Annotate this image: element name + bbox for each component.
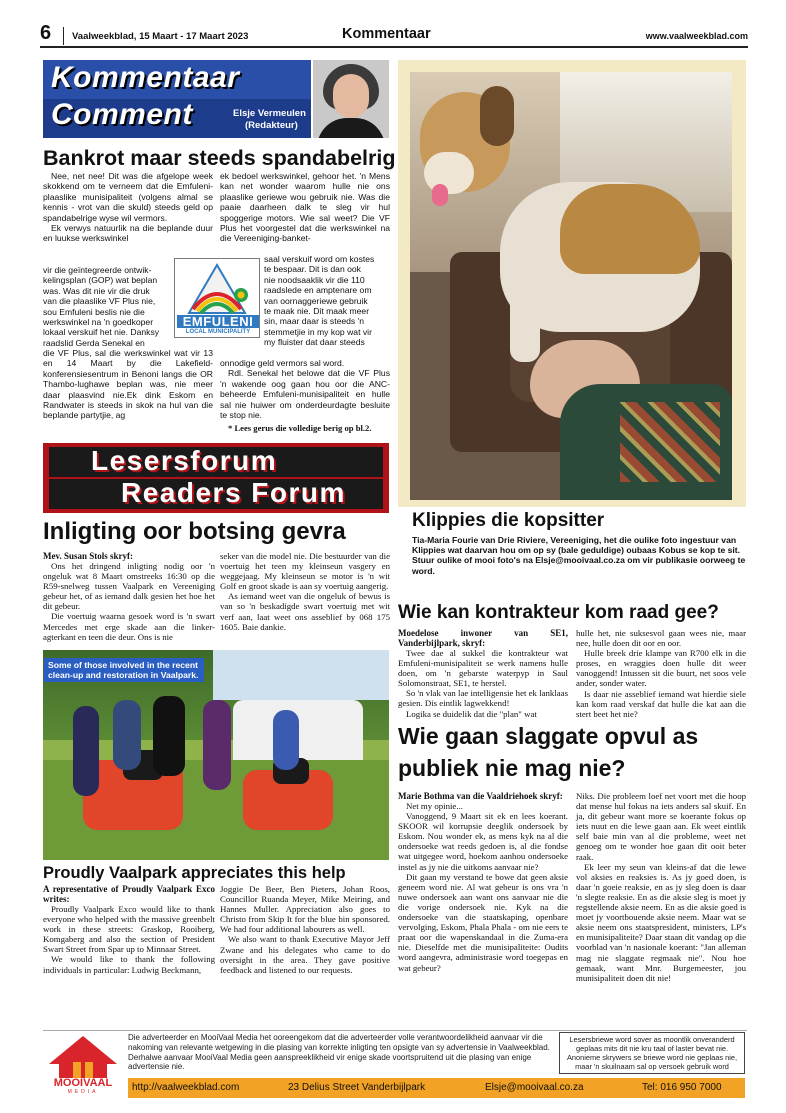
footer-address: 23 Delius Street Vanderbijlpark <box>288 1082 426 1093</box>
dog-photo <box>410 72 732 500</box>
editorial-col-1-wrap: vir die geïntegreerde ontwik- kelingsplan (GOP) wat beplan was. Was dit nie vir die druk van die plaaslike VF Plus nie, sou Emfuleni beslis nie die werkswinkel na 'n goedkoper lokaal verskuif het nie. Danksy raadslid Gerda Senekal en <box>43 265 160 348</box>
page-number: 6 <box>40 22 52 44</box>
letter1-col-1: Mev. Susan Stols skryf: Ons het dringend inligting nodig oor 'n ongeluk wat 8 Maart omstreeks 16:30 op die R59-snelweg tussen Vaalpark en Vereeniging gebeur het, of as iemand dalk gesien het hoe het dit gebeur. Die voertuig waarna gesoek word is 'n swart Mercedes met erge skade aan die linker-agterkant en teen die deur. Ons is nie <box>43 551 215 642</box>
website[interactable]: www.vaalweekblad.com <box>645 31 748 41</box>
author-name: Elsje Vermeulen <box>233 108 306 119</box>
editorial-col-2-end: onnodige geld vermors sal word. Rdl. Senekal het belowe dat die VF Plus 'n wakende oog gaan hou oor die ANC-beheerde Emfuleni-munisipaliteit en hulle sal nie huiwer om onderdeurdagte besluite te stop nie. <box>220 358 390 421</box>
letter1-byline: Mev. Susan Stols skryf: <box>43 551 134 561</box>
person-5 <box>273 710 299 770</box>
editorial-col-2: ek bedoel werkswinkel, gehoor het. 'n Mens kan net wonder waarom hulle nie ons plaaslike geriewe wou gebruik nie. Was die paaie daarheen dalk te sleg vir hul spoggerige motors. Wie sal weet? Die VF Plus het voorgestel dat die werkswinkel na die Vereeniging-banket- <box>220 171 390 244</box>
para: Ek verwys natuurlik na die beplande duur en luukse werkswinkel <box>43 223 213 244</box>
dog-tongue <box>432 184 448 206</box>
section-title: Kommentaar <box>342 26 431 42</box>
letter2-col-1: A representative of Proudly Vaalpark Exco writes: Proudly Vaalpark Exco would like to thank everyone who helped with the massive greenbelt work in these streets: Graskop, Rooiberg, Komgaberg and also the section of President Swart Street from Spar up to Minnaar Street. We would like to thank the following individuals in particular: Ludwig Beckmann, <box>43 884 215 975</box>
editorial-continued: * Lees gerus die volledige berig op bl.2. <box>228 423 372 433</box>
person-4 <box>203 700 231 790</box>
author-portrait <box>313 60 389 138</box>
header-rule <box>40 46 748 48</box>
dog-caption-title: Klippies die kopsitter <box>412 510 605 531</box>
letter2-col-2: Joggie De Beer, Ben Pieters, Johan Roos, Councillor Ruanda Meyer, Mike Meiring, and Hannes Muller. Appreciation also goes to Christo from Skip It for the blue bin sponsored. We had four additional labourers as well. We also want to thank Executive Mayor Jeff Zwane and his delegates who came to do oversight in the area. They gave positive feedback and listened to our requests. <box>220 884 390 975</box>
letter1-headline: Inligting oor botsing gevra <box>43 518 346 545</box>
letter4-col-1: Marie Bothma van die Vaaldriehoek skryf: Net my opinie... Vanoggend, 9 Maart sit ek en lees koerant. SKOOR wil korrupsie deeglik ondersoek by Eskom. Nou wonder ek, as mens kyk na al die ondersoeke wat reeds gedoen is, al die fondse wat uitgegee word, hoekom aanhou ondersoeke instel as jy nie die uitkoms aanvaar nie? Dit gaan my verstand te bowe dat geen aksie geneem word nie. Al wat gebeur is ons vra 'n nuwe ondersoek aan want ons aanvaar nie die die vorige ondersoek nie. Kyk na die ondersoeke van die staatskaping, openbare vervolging, Eskom, Phala Phala - om nie eers te praat oor die wapenskandaal in die Zuma-era nie. Dieselfde met die munisipaliteite: Oudits word aangevra, administrasie word toegepas en wat gebeur? <box>398 791 568 973</box>
dog-leg <box>510 272 540 362</box>
mooivaal-logo <box>43 1034 123 1094</box>
dog-caption: Tia-Maria Fourie van Drie Riviere, Vereeniging, het die oulike foto ingestuur van Klippies wat daarvan hou om op sy (bale geduldige) oubaas Kobus se kop te sit. Stuur oulike of mooi foto's na Elsje@mooivaal.co.za om vir publikasie oorweeg te word. <box>412 535 746 576</box>
header-sep <box>63 27 64 45</box>
mooivaal-house-icon <box>43 1034 123 1078</box>
footer-policy-box: Lesersbriewe word sover as moontlik onveranderd geplaas mits dit nie kru taal of laster bevat nie. Anonieme skrywers se briewe word nie geplaas nie, maar 'n skuilnaam sal op versoek gebruik word <box>559 1032 745 1074</box>
footer-email[interactable]: Elsje@mooivaal.co.za <box>485 1082 584 1093</box>
emfuleni-wordmark: EMFULENI <box>177 315 259 328</box>
shirt-pattern <box>620 402 720 482</box>
footer-disclaimer: Die adverteerder en MooiVaal Media het ooreengekom dat die adverteerder volle verantwoordelikheid aanvaar vir die nakoming van relevante wetgewing in die plasing van korrekte inligting ten opsigte van sy advertensie in Vaalweekblad. Derhalwe aanvaar MooiVaal Media geen aanspreeklikheid vir enige skade voortspruitend uit die plasing van enige advertensie nie. <box>128 1033 550 1072</box>
letter3-byline: Moedelose inwoner van SE1, Vanderbijlpark, skryf: <box>398 628 568 648</box>
editorial-col-2-wrap: saal verskuif word om kostes te bespaar. Dit is dan ook nie noodsaaklik vir die 110 raadslede en amptenare om van oornaggeriewe gebruik te maak nie. Dit maak meer sin, maar daar is steeds 'n stemmetjie in my kop wat vir my fluister dat daar steeds <box>264 254 375 348</box>
letter1-col-2: seker van die model nie. Die bestuurder van die voertuig het teen my kleinseun vasgery en weggejaag. My kleinseun se motor is 'n wit Golf en groot skade is aan sy voertuig aangerig. As iemand weet van die ongeluk of bewus is van so 'n beskadigde swart voertuig met wit verf aan, laat weet ons asseblief by 068 175 1605. Baie dankie. <box>220 551 390 632</box>
letter4-headline-2: publiek nie mag nie? <box>398 755 626 781</box>
letter3-col-1: Moedelose inwoner van SE1, Vanderbijlpark, skryf: Twee dae al sukkel die kontrakteur wat Emfuleni-munisipaliteit se werk namens hulle doen, om 'n gebarste waterpyp in Saul Solomonstraat, SE1, te herstel. So 'n vlak van lae intelligensie het ek lanklaas gesien. Dis eintlik lagwekkend! Logika se duidelik dat die "plan" wat <box>398 628 568 719</box>
letter4-col-2: Niks. Die probleem loef net voort met die hoop dat mense hul fokus na iets anders sal skuif. En ja, dit gebeur want more se koerante fokus op iets nuut en die lewe gaan aan. Ek weet eintlik self baie min van al die probleme, weet net genoeg om te wonder hoe gaan dit ooit beter raak. Ek leer my seun van kleins-af dat die lewe vol aksies en reaksies is. As jy goed doen, is daar 'n goeie reaksie, en as jy sleg doen is daar 'n slegte reaksie. En as die aksie sleg is moet jy regstellende aksie neem. En as die aksie goed is moet jy voortbouende aksie neem. Maar wat se aksie neem ons staatspresident, ministers, LP's en munisipaliteite? Daar staan dit vandag op die voorblad van 'n nasionale koerant: "Jan alleman mag nie slaggate regmaak nie". Nou hoe gemaak, want Mnr. Burgemeester, jou munisipaliteit doen dit nie! <box>576 791 746 983</box>
person-2 <box>113 700 141 770</box>
mooivaal-wordmark: MOOIVAAL <box>53 1077 113 1089</box>
footer-url[interactable]: http://vaalweekblad.com <box>132 1082 240 1093</box>
footer-rule <box>43 1030 747 1031</box>
dog-ear <box>480 86 514 146</box>
emfuleni-logo <box>174 258 260 338</box>
editorial-headline: Bankrot maar steeds spandabelrig <box>43 146 396 170</box>
mooivaal-sub: MEDIA <box>67 1089 99 1095</box>
letter4-byline: Marie Bothma van die Vaaldriehoek skryf: <box>398 791 563 801</box>
emfuleni-emblem-icon <box>175 261 259 317</box>
footer-phone: Tel: 016 950 7000 <box>642 1082 722 1093</box>
letter2-byline: A representative of Proudly Vaalpark Exco writes: <box>43 884 215 904</box>
para: Nee, net nee! Dit was die afgelope week skokkend om te verneem dat die Emfuleni-plaaslike munisipaliteit (volgens almal se kennis - vrot van die skuld) steeds geld op spandabelrige wyse wil vermors. <box>43 171 213 223</box>
page-header <box>40 22 748 47</box>
readers-forum-banner <box>43 443 389 513</box>
banner-line-1: Kommentaar <box>51 61 240 94</box>
forum-line-2: Readers Forum <box>121 477 346 508</box>
dog-muzzle <box>424 152 474 194</box>
letter2-headline: Proudly Vaalpark appreciates this help <box>43 864 346 882</box>
portrait-face <box>333 74 369 118</box>
editorial-col-1-end: die VF Plus, sal die werkswinkel wat vir 13 en 14 Maart by die Lakefield-konferensiesentrum in Benoni langs die OR Thambo-lughawe beplan was, nie meer daar plaasvind nie.Ek dink Eskom en Randwater is steeds in skok na hul van die beplande partytjie, ag <box>43 348 213 421</box>
author-role: (Redakteur) <box>245 120 298 131</box>
person-3 <box>153 696 185 776</box>
emfuleni-sub: LOCAL MUNICIPALITY <box>185 329 251 335</box>
forum-line-1: Lesersforum <box>91 445 278 476</box>
vaalpark-caption: Some of those involved in the recent clean-up and restoration in Vaalpark. <box>44 658 204 682</box>
letter3-col-2: hulle het, nie suksesvol gaan wees nie, maar nee, hulle doen dit oor en oor. Hulle breek drie klampe van R700 elk in die proses, en wraggies doen hulle dit weer vanoggend! Intussen sit die buurt, net soos vele ander, sonder water. Is daar nie asseblief iemand wat hierdie siele kan kom raad verskaf dat hulle die kat aan die stert beet het nie? <box>576 628 746 719</box>
editorial-col-1 <box>43 171 213 244</box>
sky <box>213 650 389 700</box>
person-1 <box>73 706 99 796</box>
letter4-headline-1: Wie gaan slaggate opvul as <box>398 723 699 749</box>
footer-contact-bar <box>128 1078 745 1098</box>
letter3-headline: Wie kan kontrakteur kom raad gee? <box>398 602 719 623</box>
comment-banner <box>43 60 311 138</box>
banner-line-2: Comment <box>51 98 193 131</box>
paper-date: Vaalweekblad, 15 Maart - 17 Maart 2023 <box>72 31 249 42</box>
portrait-shoulders <box>317 118 385 138</box>
